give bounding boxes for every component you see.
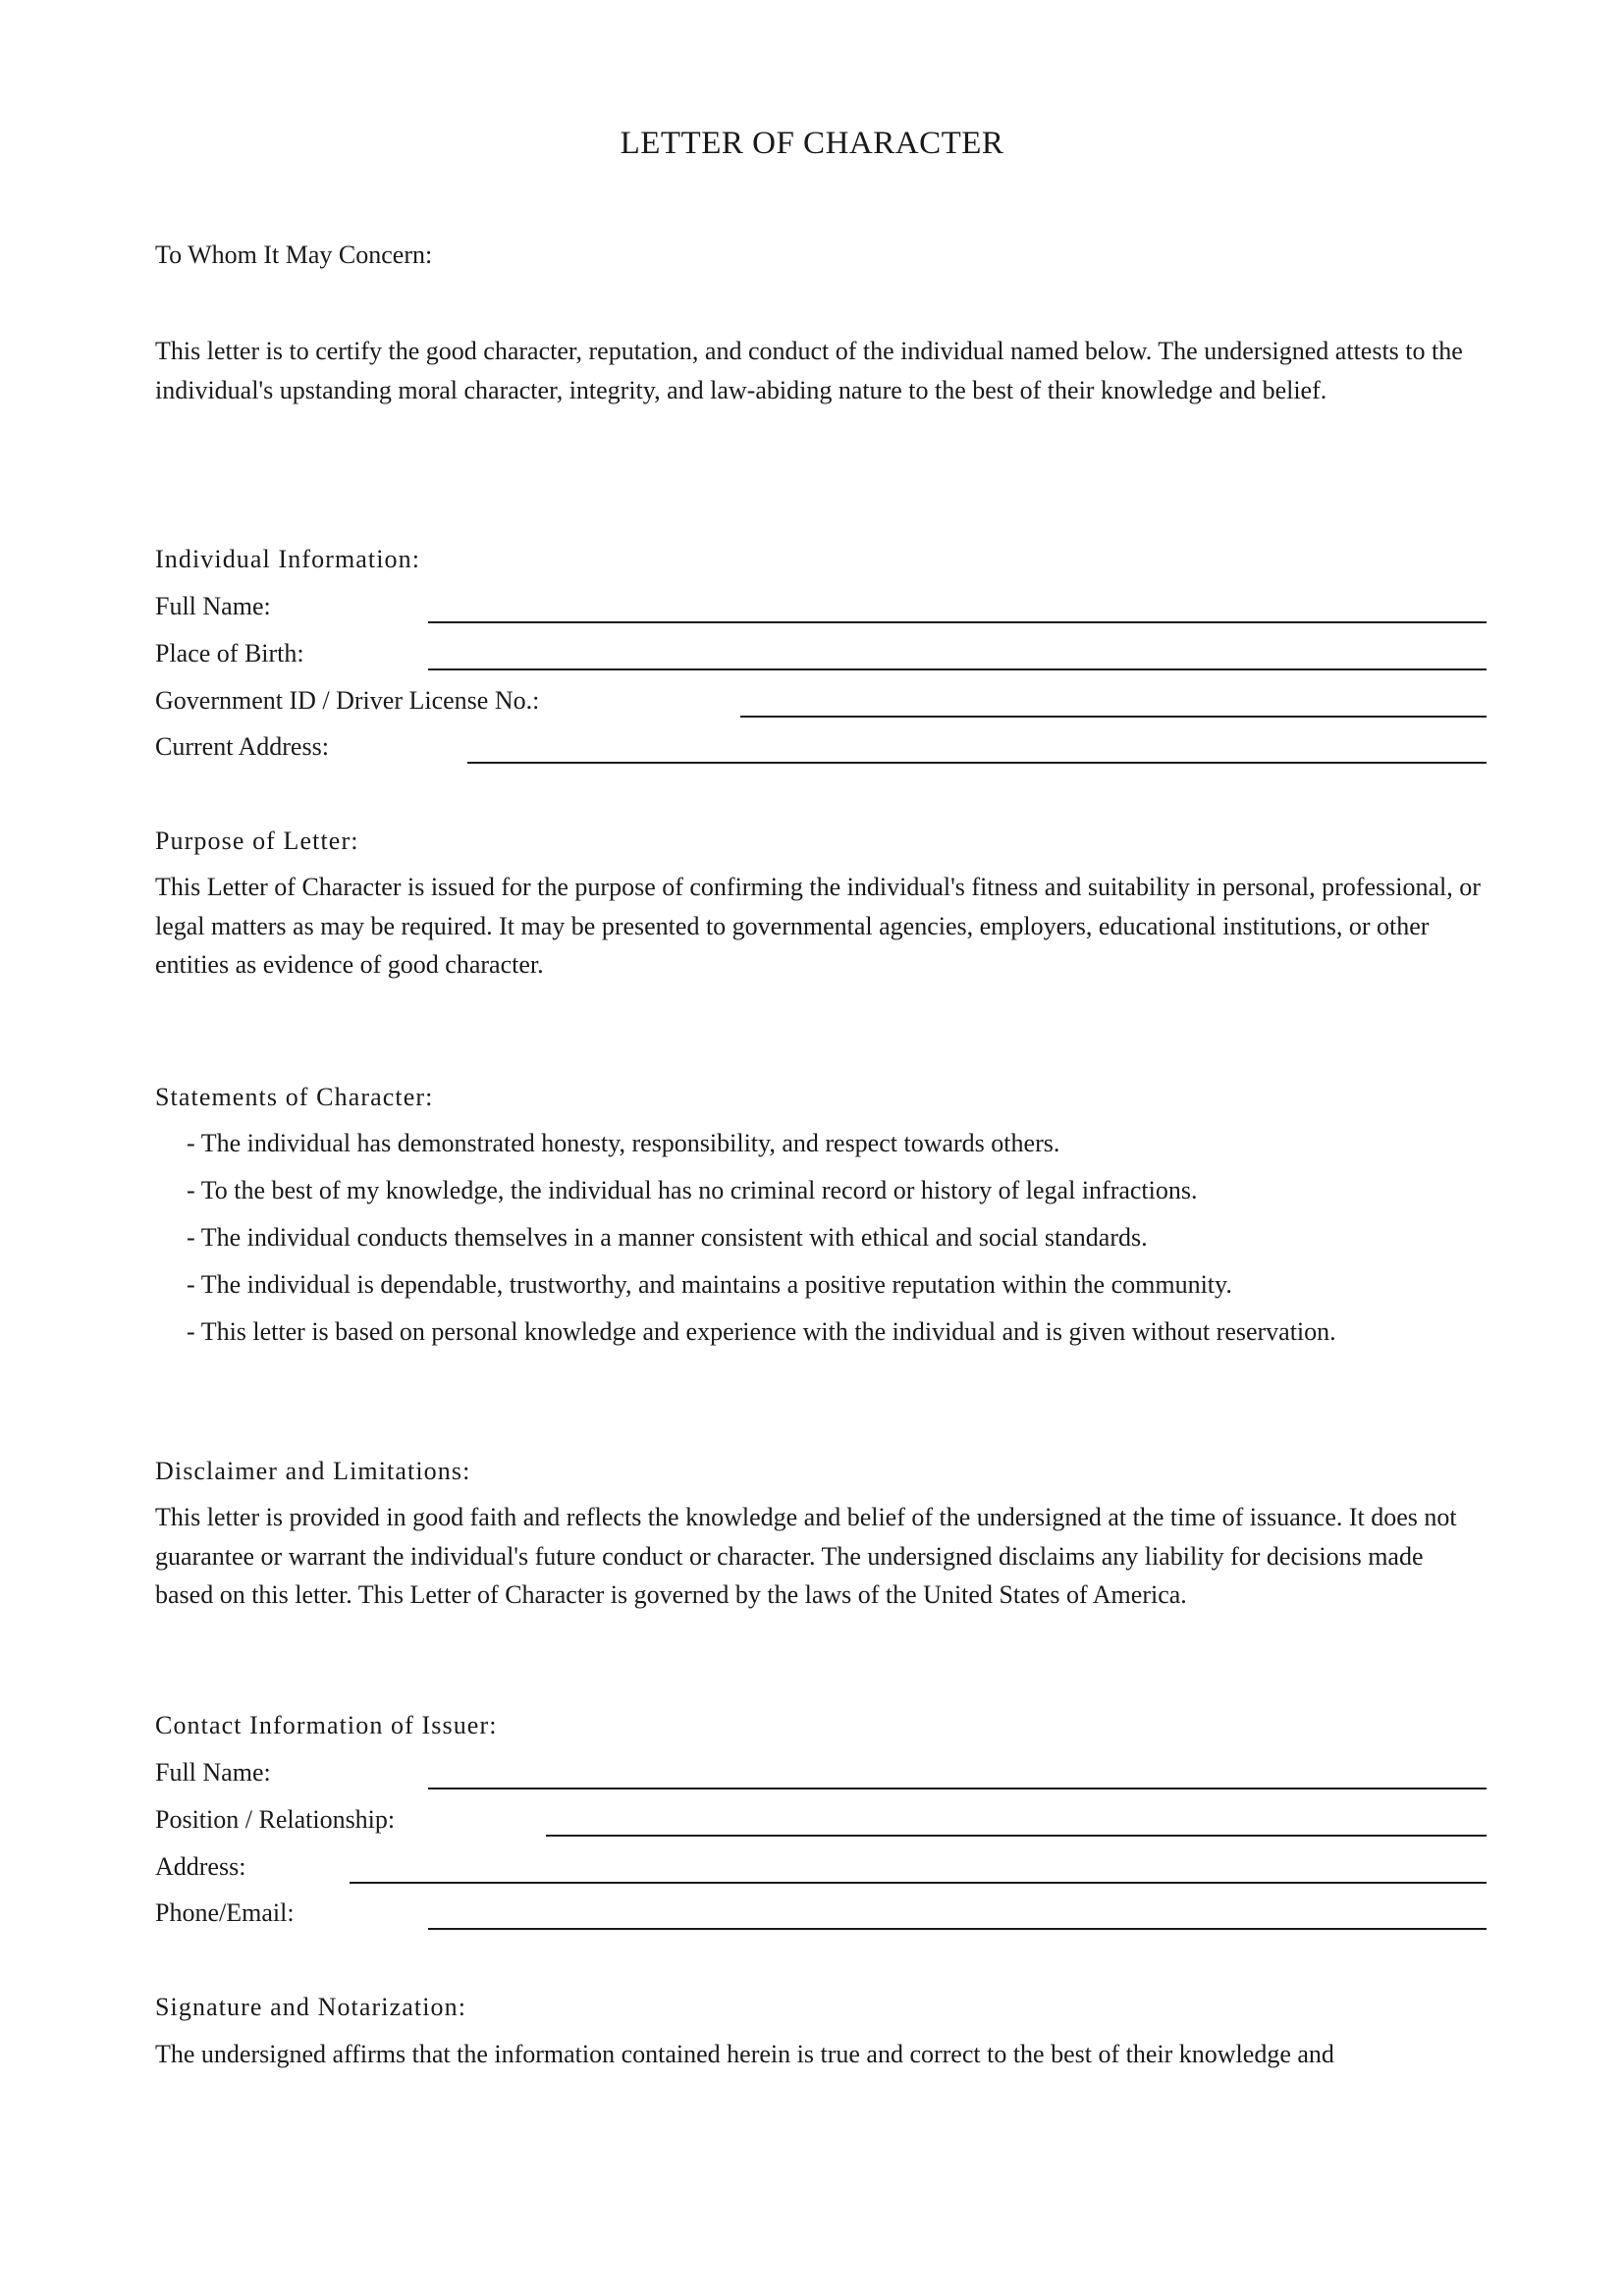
- issuer-full-name-field[interactable]: [428, 1788, 1487, 1789]
- statement-item: - The individual is dependable, trustworthy, and maintains a positive reputation within the community.: [187, 1270, 1232, 1299]
- signature-heading: Signature and Notarization:: [155, 1993, 467, 2021]
- statement-item: - This letter is based on personal knowledge and experience with the individual and is given without reservation.: [187, 1317, 1336, 1346]
- individual-current-address-label: Current Address:: [155, 732, 329, 761]
- statement-item: - The individual conducts themselves in a manner consistent with ethical and social standards.: [187, 1223, 1148, 1252]
- purpose-heading: Purpose of Letter:: [155, 827, 359, 855]
- individual-government-id-field[interactable]: [740, 716, 1487, 718]
- individual-place-of-birth-field[interactable]: [428, 668, 1487, 670]
- individual-place-of-birth-label: Place of Birth:: [155, 639, 304, 667]
- individual-current-address-field[interactable]: [467, 762, 1487, 764]
- statement-item: - The individual has demonstrated honesty, responsibility, and respect towards others.: [187, 1129, 1060, 1157]
- individual-government-id-label: Government ID / Driver License No.:: [155, 686, 540, 715]
- statement-item: - To the best of my knowledge, the individual has no criminal record or history of legal infractions.: [187, 1176, 1198, 1204]
- individual-full-name-label: Full Name:: [155, 592, 271, 620]
- issuer-phone-email-field[interactable]: [428, 1928, 1487, 1930]
- signature-paragraph: The undersigned affirms that the information contained herein is true and correct to the best of their knowledge and: [155, 2040, 1334, 2068]
- individual-full-name-field[interactable]: [428, 621, 1487, 623]
- statements-heading: Statements of Character:: [155, 1083, 434, 1111]
- disclaimer-paragraph: This letter is provided in good faith and reflects the knowledge and belief of the undersigned at the time of issuance. It does not guarantee or warrant the individual's future conduct or character. The undersigned disclaims any liability for decisions made based on this letter. This Letter of Character is governed by the laws of the United States of America.: [155, 1503, 1457, 1609]
- intro-paragraph: This letter is to certify the good character, reputation, and conduct of the individual named below. The undersigned attests to the individual's upstanding moral character, integrity, and law-abiding nature to the best of their knowledge and belief.: [155, 337, 1463, 404]
- issuer-position-label: Position / Relationship:: [155, 1805, 396, 1834]
- issuer-address-label: Address:: [155, 1852, 246, 1881]
- salutation: To Whom It May Concern:: [155, 240, 433, 269]
- disclaimer-heading: Disclaimer and Limitations:: [155, 1457, 471, 1485]
- issuer-phone-email-label: Phone/Email:: [155, 1898, 295, 1927]
- issuer-full-name-label: Full Name:: [155, 1758, 271, 1787]
- document-title: LETTER OF CHARACTER: [620, 126, 1004, 161]
- issuer-heading: Contact Information of Issuer:: [155, 1711, 498, 1739]
- purpose-paragraph: This Letter of Character is issued for the purpose of confirming the individual's fitness and suitability in personal, professional, or legal matters as may be required. It may be presented to governmental agencies, employers, educational institutions, or other entities as evidence of good character.: [155, 873, 1481, 979]
- individual-info-heading: Individual Information:: [155, 545, 421, 573]
- issuer-address-field[interactable]: [350, 1882, 1487, 1884]
- issuer-position-field[interactable]: [546, 1835, 1487, 1837]
